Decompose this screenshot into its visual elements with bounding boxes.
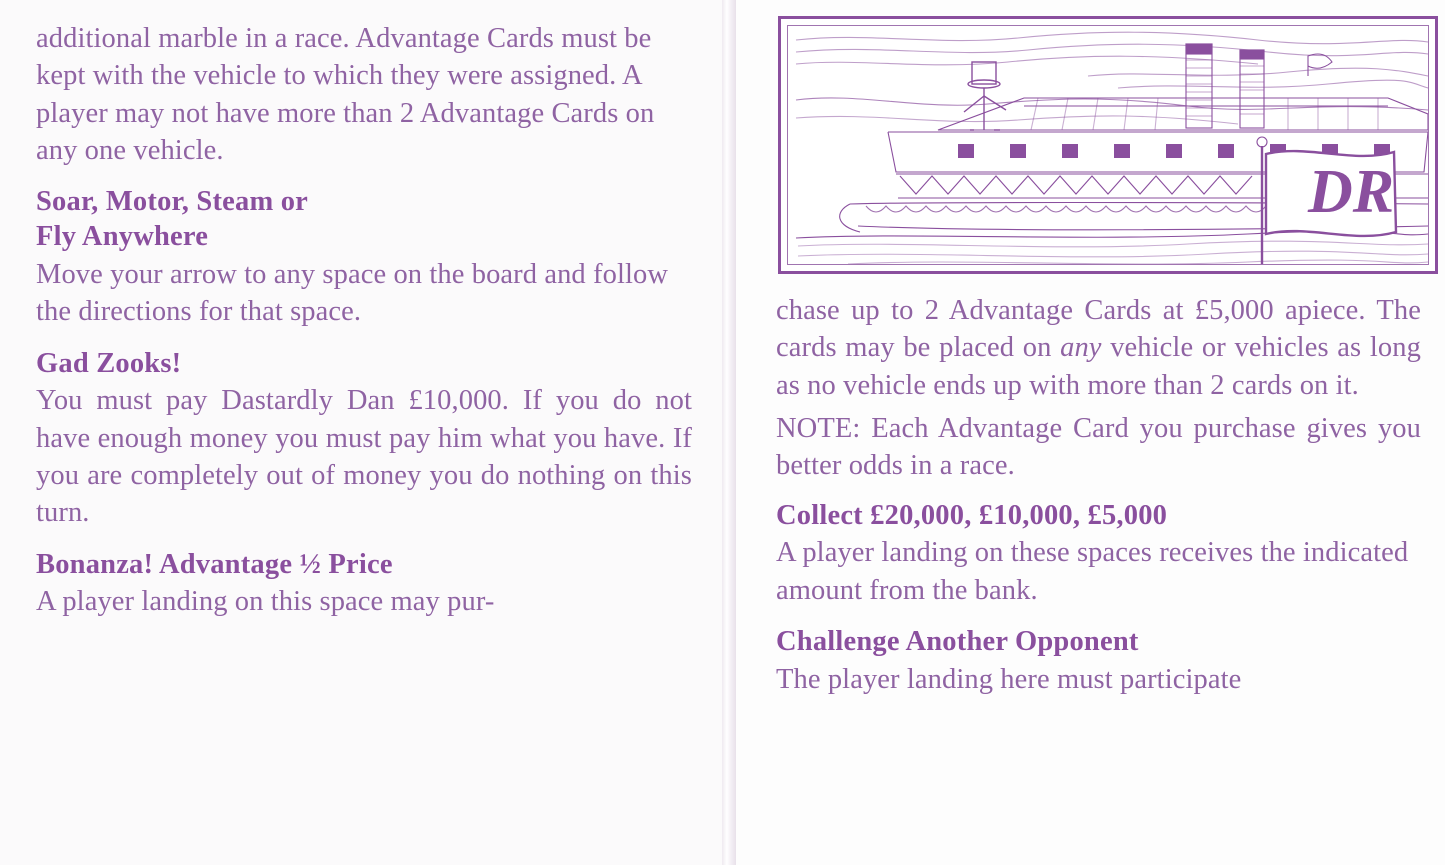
section-heading-gad-zooks: Gad Zooks! — [36, 347, 182, 379]
section-body-bonanza: A player landing on this space may pur- — [36, 586, 495, 618]
flag-with-monogram — [1266, 151, 1396, 236]
section-body-gad-zooks: You must pay Dastardly Dan £10,000. If you do not have enough money you must pay him what you have. If you are completely out of money you do nothing on this turn. — [36, 385, 692, 529]
section-heading-soar-motor-steam — [36, 185, 692, 255]
section-body-challenge: The player landing here must participate — [776, 663, 1242, 695]
heading-line-2: Fly Anywhere — [36, 221, 209, 253]
illustration-inner-border — [787, 25, 1429, 265]
section-heading-bonanza: Bonanza! Advantage ½ Price — [36, 548, 393, 580]
right-continued-paragraph — [776, 292, 1421, 404]
right-page — [736, 0, 1445, 865]
svg-text:DR: DR — [1308, 158, 1395, 226]
steamer-line-art — [788, 26, 1429, 265]
note-paragraph: NOTE: Each Advantage Card you purchase gives you better odds in a race. — [776, 412, 1421, 482]
left-continued-paragraph: additional marble in a race. Advantage Cards must be kept with the vehicle to which they were assigned. A player may not have more than 2 Advantage Cards on any one vehicle. — [36, 23, 655, 166]
section-heading-challenge: Challenge Another Opponent — [776, 626, 1139, 658]
section-body-soar-motor-steam: Move your arrow to any space on the board and follow the directions for that space. — [36, 258, 669, 328]
right-continued-text: chase up to 2 Advantage Cards at £5,000 apiece. The cards may be placed on any vehicle or vehicles as long as no vehicle ends up with more than 2 cards on it. — [776, 295, 1421, 401]
section-heading-collect: Collect £20,000, £10,000, £5,000 — [776, 499, 1168, 531]
section-body-collect: A player landing on these spaces receives the indicated amount from the bank. — [776, 537, 1409, 606]
italic-word: any — [1060, 332, 1102, 364]
paddle-steamer-illustration — [778, 16, 1438, 274]
left-page — [0, 0, 722, 865]
heading-line-1: Soar, Motor, Steam or — [36, 186, 309, 218]
page-gutter — [722, 0, 736, 865]
